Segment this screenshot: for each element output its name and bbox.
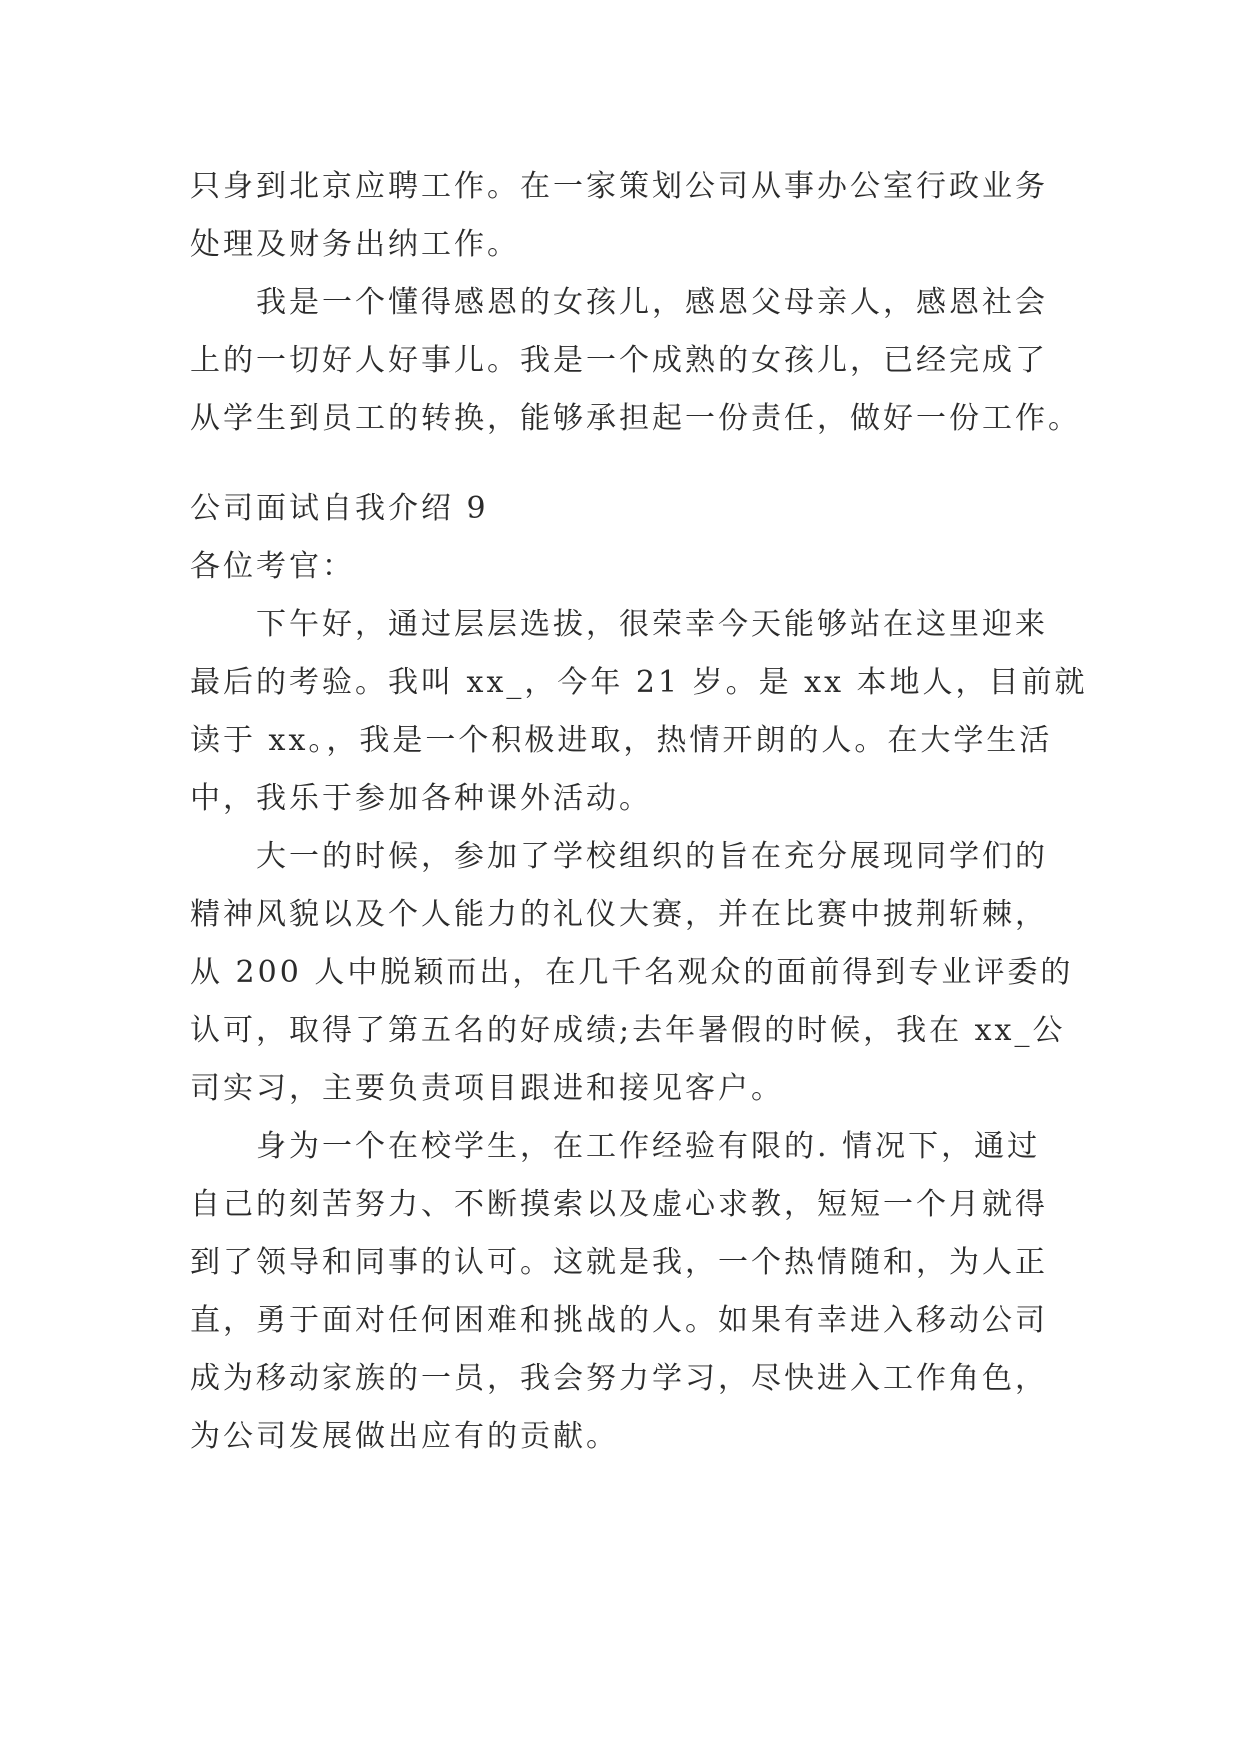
text-line: 从 200 人中脱颖而出，在几千名观众的面前得到专业评委的 [190, 955, 1074, 990]
paragraph-start: 我是一个懂得感恩的女孩儿，感恩父母亲人，感恩社会 [256, 285, 1048, 320]
text-line: 认可，取得了第五名的好成绩;去年暑假的时候，我在 xx_公 [190, 1013, 1066, 1048]
document-body [190, 158, 1088, 1466]
text-line: 只身到北京应聘工作。在一家策划公司从事办公室行政业务 [190, 169, 1048, 204]
text-line: 直，勇于面对任何困难和挑战的人。如果有幸进入移动公司 [190, 1303, 1048, 1338]
text-line: 到了领导和同事的认可。这就是我，一个热情随和，为人正 [190, 1245, 1048, 1280]
text-line: 为公司发展做出应有的贡献。 [190, 1419, 619, 1454]
text-line: 从学生到员工的转换，能够承担起一份责任，做好一份工作。 [190, 401, 1081, 436]
text-line: 处理及财务出纳工作。 [190, 227, 520, 262]
section-spacer [190, 448, 1070, 480]
text-line: 司实习，主要负责项目跟进和接见客户。 [190, 1071, 784, 1106]
paragraph-start: 身为一个在校学生，在工作经验有限的. 情况下，通过 [256, 1129, 1041, 1164]
text-line: 成为移动家族的一员，我会努力学习，尽快进入工作角色， [190, 1361, 1048, 1396]
text-line: 最后的考验。我叫 xx_，今年 21 岁。是 xx 本地人，目前就 [190, 665, 1088, 700]
salutation: 各位考官： [190, 549, 355, 584]
text-line: 上的一切好人好事儿。我是一个成熟的女孩儿，已经完成了 [190, 343, 1048, 378]
paragraph-start: 大一的时候，参加了学校组织的旨在充分展现同学们的 [256, 839, 1048, 874]
text-line: 自己的刻苦努力、不断摸索以及虚心求教，短短一个月就得 [190, 1187, 1048, 1222]
text-line: 读于 xx。，我是一个积极进取，热情开朗的人。在大学生活 [190, 723, 1053, 758]
text-line: 精神风貌以及个人能力的礼仪大赛，并在比赛中披荆斩棘， [190, 897, 1048, 932]
text-line: 中，我乐于参加各种课外活动。 [190, 781, 652, 816]
section-heading: 公司面试自我介绍 9 [190, 491, 489, 526]
paragraph-start: 下午好，通过层层选拔，很荣幸今天能够站在这里迎来 [256, 607, 1048, 642]
